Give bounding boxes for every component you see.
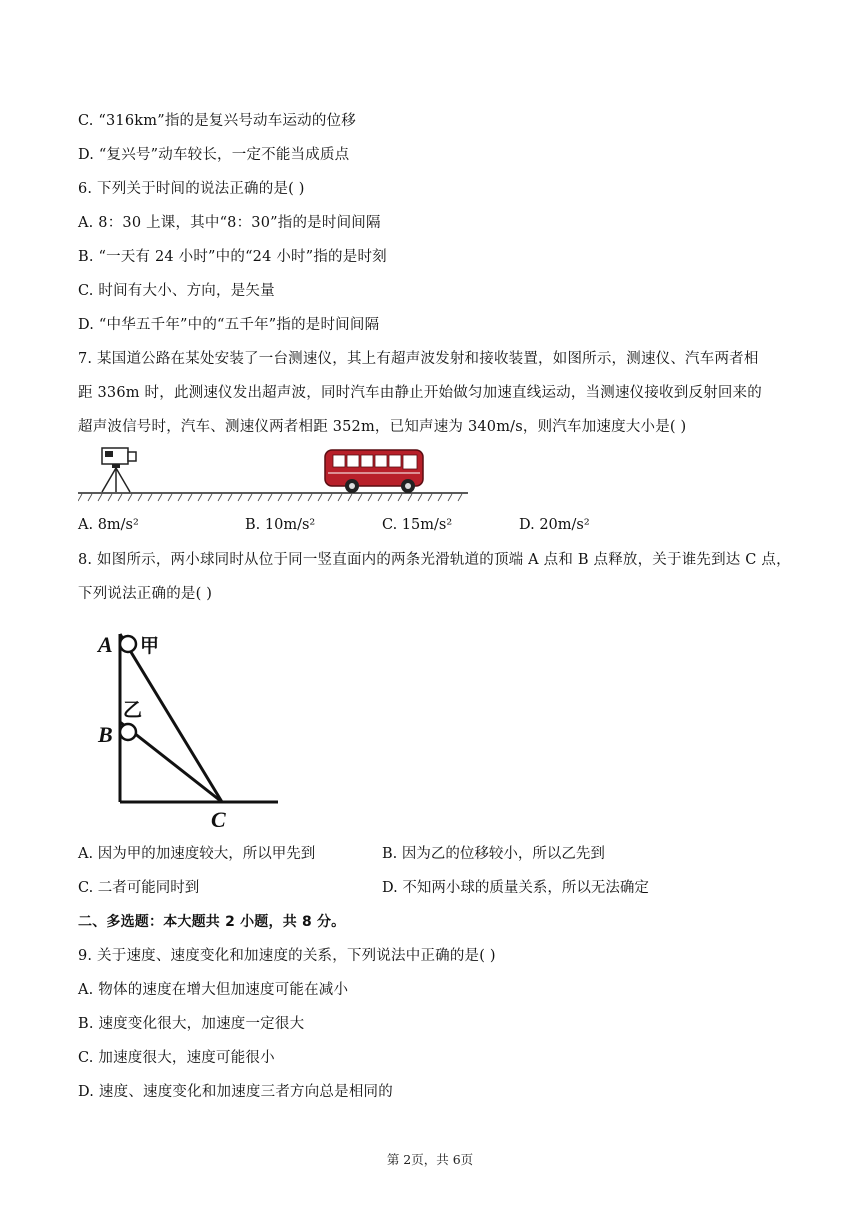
q8-option-b: B. 因为乙的位移较小，所以乙先到 [382, 846, 605, 862]
q8-option-c: C. 二者可能同时到 [78, 880, 200, 896]
q6-option-c: C. 时间有大小、方向，是矢量 [78, 283, 275, 299]
jia-label: 甲 [140, 635, 160, 657]
q7-figure [78, 445, 470, 503]
q8-option-a: A. 因为甲的加速度较大，所以甲先到 [78, 846, 316, 862]
point-b-label: B [98, 722, 113, 747]
q6-option-b: B. “一天有 24 小时”中的“24 小时”指的是时刻 [78, 249, 387, 265]
page-footer: 第 2页，共 6页 [386, 1152, 474, 1167]
q7-stem-line2: 距 336m 时，此测速仪发出超声波，同时汽车由静止开始做匀加速直线运动，当测速仪接收到反射回来的 [78, 385, 762, 401]
q9-option-c: C. 加速度很大，速度可能很小 [78, 1050, 275, 1066]
q7-option-a: A. 8m/s² [78, 517, 139, 533]
point-a-label: A [98, 632, 113, 657]
q8-figure [95, 622, 285, 832]
q8-stem-line1: 8. 如图所示，两小球同时从位于同一竖直面内的两条光滑轨道的顶端 A 点和 B 点释放，关于谁先到达 C 点， [78, 552, 791, 568]
q8-stem-line2: 下列说法正确的是( ) [78, 586, 213, 602]
q7-stem-line1: 7. 某国道公路在某处安装了一台测速仪，其上有超声波发射和接收装置，如图所示，测速仪、汽车两者相 [78, 351, 759, 367]
q7-option-b: B. 10m/s² [245, 517, 316, 533]
q6-option-a: A. 8：30 上课，其中“8：30”指的是时间间隔 [78, 215, 381, 231]
q7-stem-line3: 超声波信号时，汽车、测速仪两者相距 352m，已知声速为 340m/s，则汽车加速度大小是( ) [78, 419, 687, 435]
section-heading: 二、多选题：本大题共 2 小题，共 8 分。 [78, 914, 346, 930]
q9-option-d: D. 速度、速度变化和加速度三者方向总是相同的 [78, 1084, 393, 1100]
q7-option-c: C. 15m/s² [382, 517, 453, 533]
ball-jia [120, 636, 136, 652]
q5-option-d: D. “复兴号”动车较长，一定不能当成质点 [78, 147, 350, 163]
q9-option-a: A. 物体的速度在增大但加速度可能在减小 [78, 982, 349, 998]
q6-stem: 6. 下列关于时间的说法正确的是( ) [78, 181, 305, 197]
q8-option-d: D. 不知两小球的质量关系，所以无法确定 [382, 880, 649, 896]
q6-option-d: D. “中华五千年”中的“五千年”指的是时间间隔 [78, 317, 380, 333]
q9-option-b: B. 速度变化很大，加速度一定很大 [78, 1016, 305, 1032]
q7-option-d: D. 20m/s² [519, 517, 590, 533]
q9-stem: 9. 关于速度、速度变化和加速度的关系，下列说法中正确的是( ) [78, 948, 496, 964]
q5-option-c: C. “316km”指的是复兴号动车运动的位移 [78, 113, 356, 129]
yi-label: 乙 [123, 699, 143, 721]
point-c-label: C [211, 807, 226, 832]
ball-yi [120, 724, 136, 740]
